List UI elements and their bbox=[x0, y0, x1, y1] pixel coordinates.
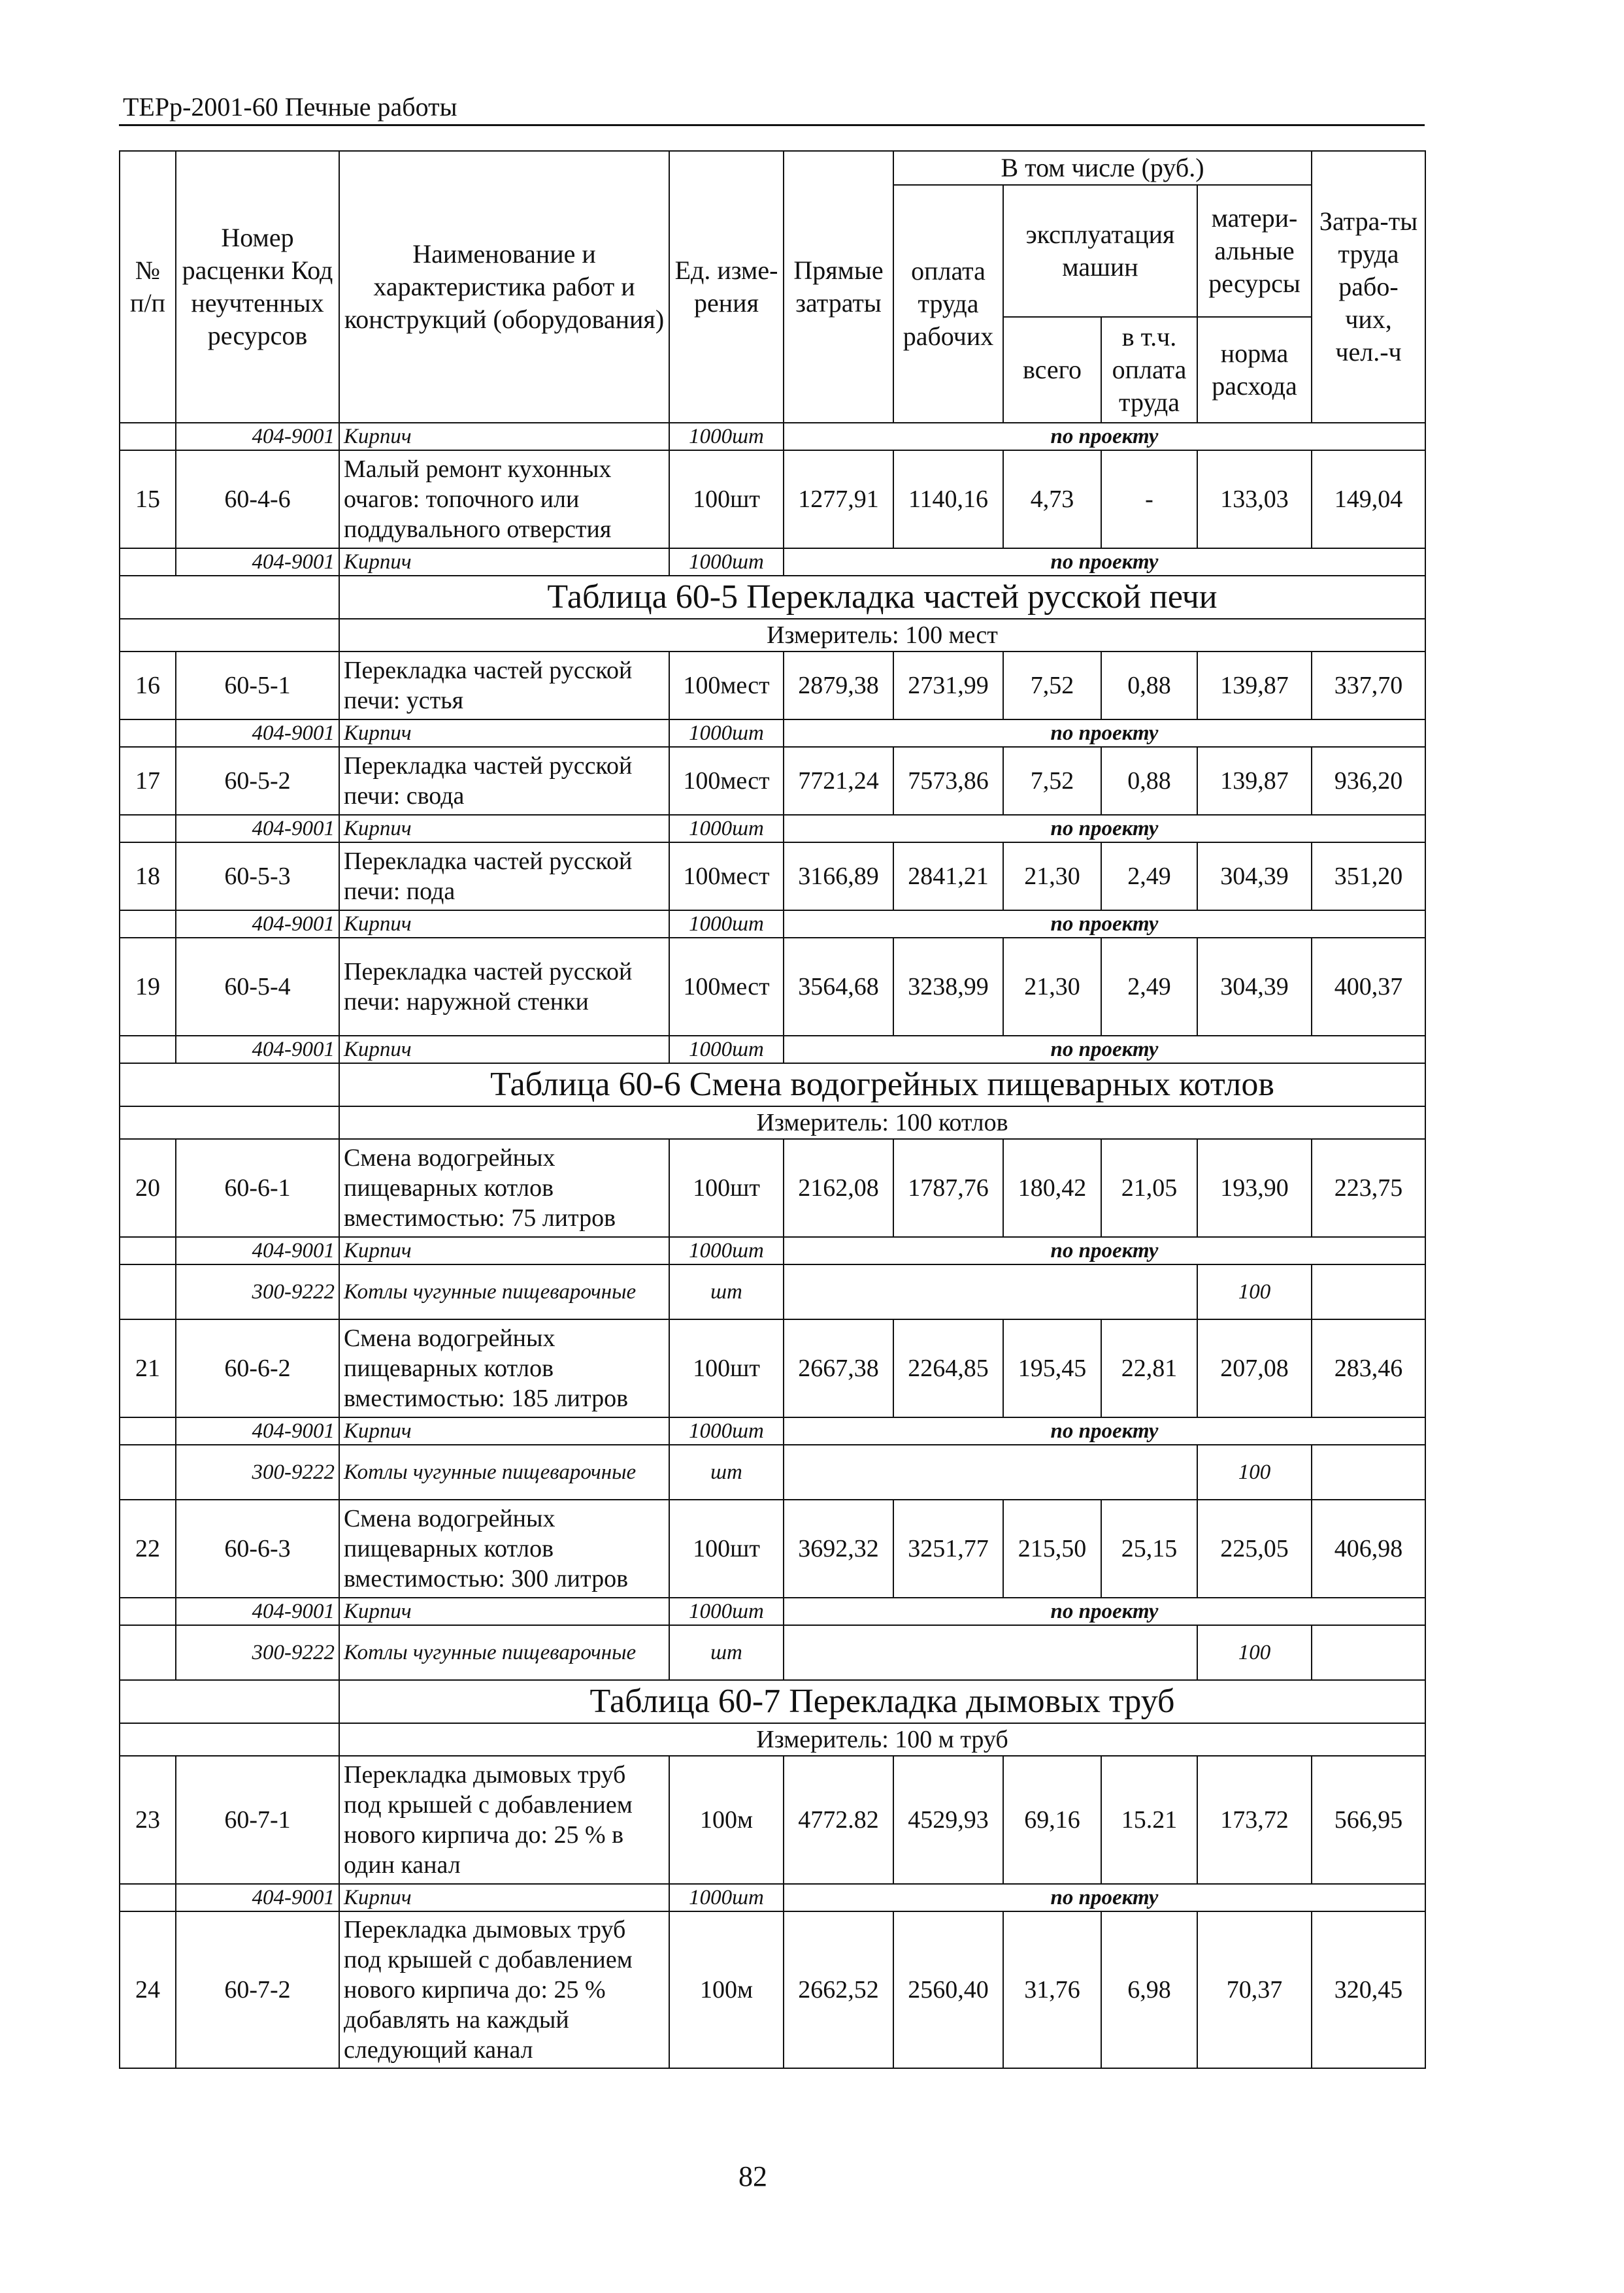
resource-row bbox=[120, 423, 1425, 450]
row-labor: 4529,93 bbox=[893, 1756, 1003, 1884]
col-incl-header: В том числе (руб.) bbox=[893, 151, 1312, 185]
measure-label: Измеритель: 100 м труб bbox=[339, 1723, 1425, 1756]
row-code: 60-5-3 bbox=[176, 842, 339, 910]
resource-name: Кирпич bbox=[339, 548, 669, 576]
resource-name: Кирпич bbox=[339, 815, 669, 842]
row-work: 936,20 bbox=[1312, 747, 1425, 815]
row-labor: 1787,76 bbox=[893, 1139, 1003, 1237]
measure-row bbox=[120, 619, 1425, 652]
resource-num bbox=[120, 423, 176, 450]
resource-name: Кирпич bbox=[339, 719, 669, 747]
resource-name: Котлы чугунные пищеварочные bbox=[339, 1625, 669, 1680]
row-labor: 3251,77 bbox=[893, 1500, 1003, 1598]
resource-code: 300-9222 bbox=[176, 1445, 339, 1500]
resource-row bbox=[120, 1237, 1425, 1264]
resource-row bbox=[120, 1417, 1425, 1445]
row-work: 320,45 bbox=[1312, 1911, 1425, 2068]
row-mach-labor: 21,05 bbox=[1101, 1139, 1197, 1237]
resource-value: по проекту bbox=[784, 910, 1425, 938]
table-row bbox=[120, 450, 1425, 548]
row-unit: 100шт bbox=[669, 450, 784, 548]
row-direct: 2879,38 bbox=[784, 652, 893, 719]
resource-row bbox=[120, 1264, 1425, 1319]
resource-name: Кирпич bbox=[339, 1417, 669, 1445]
table-row bbox=[120, 1139, 1425, 1237]
resource-name: Кирпич bbox=[339, 1237, 669, 1264]
row-num: 21 bbox=[120, 1319, 176, 1417]
row-direct: 1277,91 bbox=[784, 450, 893, 548]
row-work: 283,46 bbox=[1312, 1319, 1425, 1417]
col-code-header: Номер расценки Код неучтенных ресурсов bbox=[176, 151, 339, 423]
resource-value: по проекту bbox=[784, 1598, 1425, 1625]
row-direct: 4772.82 bbox=[784, 1756, 893, 1884]
resource-unit: 1000шт bbox=[669, 1598, 784, 1625]
resource-value: по проекту bbox=[784, 1036, 1425, 1063]
resource-unit: шт bbox=[669, 1445, 784, 1500]
measure-label: Измеритель: 100 мест bbox=[339, 619, 1425, 652]
row-work: 351,20 bbox=[1312, 842, 1425, 910]
resource-unit: 1000шт bbox=[669, 1036, 784, 1063]
row-work: 406,98 bbox=[1312, 1500, 1425, 1598]
row-num: 24 bbox=[120, 1911, 176, 2068]
resource-code: 404-9001 bbox=[176, 1598, 339, 1625]
resource-row bbox=[120, 548, 1425, 576]
row-labor: 2841,21 bbox=[893, 842, 1003, 910]
resource-name: Кирпич bbox=[339, 423, 669, 450]
row-mach: 4,73 bbox=[1003, 450, 1101, 548]
resource-code: 404-9001 bbox=[176, 548, 339, 576]
row-mach-labor: 0,88 bbox=[1101, 652, 1197, 719]
resource-row bbox=[120, 1445, 1425, 1500]
table-row bbox=[120, 938, 1425, 1036]
resource-norm: 100 bbox=[1197, 1625, 1312, 1680]
resource-unit: 1000шт bbox=[669, 719, 784, 747]
resource-code: 404-9001 bbox=[176, 1884, 339, 1911]
row-unit: 100мест bbox=[669, 747, 784, 815]
price-table bbox=[119, 150, 1426, 2069]
table-row bbox=[120, 1911, 1425, 2068]
col-unit-header: Ед. изме-рения bbox=[669, 151, 784, 423]
row-mat: 139,87 bbox=[1197, 652, 1312, 719]
resource-name: Котлы чугунные пищеварочные bbox=[339, 1445, 669, 1500]
row-mach: 215,50 bbox=[1003, 1500, 1101, 1598]
row-mach-labor: - bbox=[1101, 450, 1197, 548]
row-mach: 69,16 bbox=[1003, 1756, 1101, 1884]
resource-value: по проекту bbox=[784, 423, 1425, 450]
table-title-row bbox=[120, 1680, 1425, 1723]
resource-value: по проекту bbox=[784, 1237, 1425, 1264]
row-code: 60-5-2 bbox=[176, 747, 339, 815]
row-unit: 100шт bbox=[669, 1139, 784, 1237]
table-title: Таблица 60-6 Смена водогрейных пищеварных котлов bbox=[339, 1063, 1425, 1106]
resource-unit: 1000шт bbox=[669, 1237, 784, 1264]
row-work: 566,95 bbox=[1312, 1756, 1425, 1884]
row-code: 60-5-4 bbox=[176, 938, 339, 1036]
table-row bbox=[120, 1500, 1425, 1598]
row-labor: 2560,40 bbox=[893, 1911, 1003, 2068]
table-row bbox=[120, 652, 1425, 719]
resource-unit: 1000шт bbox=[669, 423, 784, 450]
resource-unit: шт bbox=[669, 1264, 784, 1319]
row-mach: 180,42 bbox=[1003, 1139, 1101, 1237]
col-machines-header: эксплуатация машин bbox=[1003, 185, 1197, 317]
row-direct: 3692,32 bbox=[784, 1500, 893, 1598]
resource-value: по проекту bbox=[784, 719, 1425, 747]
row-mach-labor: 15.21 bbox=[1101, 1756, 1197, 1884]
resource-code: 404-9001 bbox=[176, 719, 339, 747]
resource-unit: 1000шт bbox=[669, 1417, 784, 1445]
row-num: 18 bbox=[120, 842, 176, 910]
row-name: Перекладка дымовых труб под крышей с добавлением нового кирпича до: 25 % в один канал bbox=[339, 1756, 669, 1884]
row-mach-labor: 2,49 bbox=[1101, 938, 1197, 1036]
resource-name: Кирпич bbox=[339, 910, 669, 938]
row-mach: 7,52 bbox=[1003, 652, 1101, 719]
resource-row bbox=[120, 1884, 1425, 1911]
table-row bbox=[120, 1319, 1425, 1417]
resource-code: 300-9222 bbox=[176, 1625, 339, 1680]
table-row bbox=[120, 842, 1425, 910]
col-num-header: № п/п bbox=[120, 151, 176, 423]
resource-norm: 100 bbox=[1197, 1445, 1312, 1500]
resource-code: 404-9001 bbox=[176, 815, 339, 842]
row-mach-labor: 6,98 bbox=[1101, 1911, 1197, 2068]
row-name: Смена водогрейных пищеварных котлов вместимостью: 75 литров bbox=[339, 1139, 669, 1237]
row-mat: 139,87 bbox=[1197, 747, 1312, 815]
row-num: 17 bbox=[120, 747, 176, 815]
row-num: 16 bbox=[120, 652, 176, 719]
row-code: 60-6-2 bbox=[176, 1319, 339, 1417]
resource-code: 300-9222 bbox=[176, 1264, 339, 1319]
row-work: 149,04 bbox=[1312, 450, 1425, 548]
row-code: 60-4-6 bbox=[176, 450, 339, 548]
row-unit: 100м bbox=[669, 1756, 784, 1884]
page-header: ТЕРр-2001-60 Печные работы bbox=[123, 92, 457, 122]
row-direct: 2662,52 bbox=[784, 1911, 893, 2068]
resource-row bbox=[120, 1598, 1425, 1625]
measure-label: Измеритель: 100 котлов bbox=[339, 1106, 1425, 1139]
row-name: Перекладка частей русской печи: устья bbox=[339, 652, 669, 719]
resource-unit: 1000шт bbox=[669, 815, 784, 842]
resource-unit: 1000шт bbox=[669, 548, 784, 576]
row-mach-labor: 0,88 bbox=[1101, 747, 1197, 815]
row-num: 20 bbox=[120, 1139, 176, 1237]
row-mat: 70,37 bbox=[1197, 1911, 1312, 2068]
row-num: 15 bbox=[120, 450, 176, 548]
row-mat: 304,39 bbox=[1197, 842, 1312, 910]
col-labor-header: оплата труда рабочих bbox=[893, 185, 1003, 423]
resource-value: по проекту bbox=[784, 548, 1425, 576]
table-title-row bbox=[120, 576, 1425, 619]
row-work: 400,37 bbox=[1312, 938, 1425, 1036]
table-row bbox=[120, 747, 1425, 815]
row-direct: 7721,24 bbox=[784, 747, 893, 815]
col-name-header: Наименование и характеристика работ и конструкций (оборудования) bbox=[339, 151, 669, 423]
header-rule bbox=[119, 124, 1425, 126]
resource-unit: шт bbox=[669, 1625, 784, 1680]
row-code: 60-5-1 bbox=[176, 652, 339, 719]
col-materials-norm-header: норма расхода bbox=[1197, 317, 1312, 423]
row-labor: 1140,16 bbox=[893, 450, 1003, 548]
row-mach: 21,30 bbox=[1003, 842, 1101, 910]
row-name: Смена водогрейных пищеварных котлов вместимостью: 300 литров bbox=[339, 1500, 669, 1598]
header-row-1 bbox=[120, 151, 1425, 185]
row-mat: 173,72 bbox=[1197, 1756, 1312, 1884]
resource-name: Кирпич bbox=[339, 1884, 669, 1911]
row-code: 60-6-3 bbox=[176, 1500, 339, 1598]
resource-code: 404-9001 bbox=[176, 423, 339, 450]
col-machines-total-header: всего bbox=[1003, 317, 1101, 423]
row-unit: 100мест bbox=[669, 938, 784, 1036]
resource-code: 404-9001 bbox=[176, 1417, 339, 1445]
row-direct: 3564,68 bbox=[784, 938, 893, 1036]
row-unit: 100м bbox=[669, 1911, 784, 2068]
row-labor: 7573,86 bbox=[893, 747, 1003, 815]
col-materials-header: матери-альные ресурсы bbox=[1197, 185, 1312, 317]
measure-row bbox=[120, 1106, 1425, 1139]
resource-row bbox=[120, 1036, 1425, 1063]
row-unit: 100мест bbox=[669, 652, 784, 719]
resource-code: 404-9001 bbox=[176, 1036, 339, 1063]
col-workcost-header: Затра-ты труда рабо-чих, чел.-ч bbox=[1312, 151, 1425, 423]
row-labor: 2731,99 bbox=[893, 652, 1003, 719]
resource-unit: 1000шт bbox=[669, 910, 784, 938]
row-mach-labor: 2,49 bbox=[1101, 842, 1197, 910]
resource-unit: 1000шт bbox=[669, 1884, 784, 1911]
resource-value: по проекту bbox=[784, 815, 1425, 842]
resource-name: Котлы чугунные пищеварочные bbox=[339, 1264, 669, 1319]
row-mach: 31,76 bbox=[1003, 1911, 1101, 2068]
resource-value: по проекту bbox=[784, 1884, 1425, 1911]
table-title: Таблица 60-5 Перекладка частей русской печи bbox=[339, 576, 1425, 619]
row-name: Перекладка дымовых труб под крышей с добавлением нового кирпича до: 25 % добавлять на каждый следующий канал bbox=[339, 1911, 669, 2068]
row-code: 60-7-2 bbox=[176, 1911, 339, 2068]
page-number: 82 bbox=[738, 2160, 767, 2192]
col-machines-labor-header: в т.ч. оплата труда bbox=[1101, 317, 1197, 423]
row-mat: 304,39 bbox=[1197, 938, 1312, 1036]
resource-code: 404-9001 bbox=[176, 1237, 339, 1264]
row-name: Перекладка частей русской печи: свода bbox=[339, 747, 669, 815]
row-mach-labor: 25,15 bbox=[1101, 1500, 1197, 1598]
table-row bbox=[120, 1756, 1425, 1884]
row-mach: 195,45 bbox=[1003, 1319, 1101, 1417]
resource-num bbox=[120, 548, 176, 576]
resource-name: Кирпич bbox=[339, 1036, 669, 1063]
row-num: 23 bbox=[120, 1756, 176, 1884]
resource-row bbox=[120, 815, 1425, 842]
row-mat: 193,90 bbox=[1197, 1139, 1312, 1237]
row-direct: 2162,08 bbox=[784, 1139, 893, 1237]
row-unit: 100шт bbox=[669, 1319, 784, 1417]
row-mach: 21,30 bbox=[1003, 938, 1101, 1036]
row-work: 337,70 bbox=[1312, 652, 1425, 719]
row-mach: 7,52 bbox=[1003, 747, 1101, 815]
col-direct-header: Прямые затраты bbox=[784, 151, 893, 423]
resource-norm: 100 bbox=[1197, 1264, 1312, 1319]
row-direct: 2667,38 bbox=[784, 1319, 893, 1417]
row-mat: 225,05 bbox=[1197, 1500, 1312, 1598]
resource-row bbox=[120, 719, 1425, 747]
row-num: 19 bbox=[120, 938, 176, 1036]
table-title-row bbox=[120, 1063, 1425, 1106]
row-mat: 207,08 bbox=[1197, 1319, 1312, 1417]
row-num: 22 bbox=[120, 1500, 176, 1598]
row-direct: 3166,89 bbox=[784, 842, 893, 910]
row-name: Перекладка частей русской печи: пода bbox=[339, 842, 669, 910]
row-name: Перекладка частей русской печи: наружной стенки bbox=[339, 938, 669, 1036]
resource-code: 404-9001 bbox=[176, 910, 339, 938]
row-name: Малый ремонт кухонных очагов: топочного или поддувального отверстия bbox=[339, 450, 669, 548]
measure-row bbox=[120, 1723, 1425, 1756]
table-title: Таблица 60-7 Перекладка дымовых труб bbox=[339, 1680, 1425, 1723]
resource-row bbox=[120, 910, 1425, 938]
row-unit: 100мест bbox=[669, 842, 784, 910]
row-work: 223,75 bbox=[1312, 1139, 1425, 1237]
row-mach-labor: 22,81 bbox=[1101, 1319, 1197, 1417]
row-labor: 3238,99 bbox=[893, 938, 1003, 1036]
resource-row bbox=[120, 1625, 1425, 1680]
row-name: Смена водогрейных пищеварных котлов вместимостью: 185 литров bbox=[339, 1319, 669, 1417]
row-unit: 100шт bbox=[669, 1500, 784, 1598]
row-labor: 2264,85 bbox=[893, 1319, 1003, 1417]
resource-name: Кирпич bbox=[339, 1598, 669, 1625]
row-mat: 133,03 bbox=[1197, 450, 1312, 548]
resource-value: по проекту bbox=[784, 1417, 1425, 1445]
row-code: 60-7-1 bbox=[176, 1756, 339, 1884]
row-code: 60-6-1 bbox=[176, 1139, 339, 1237]
